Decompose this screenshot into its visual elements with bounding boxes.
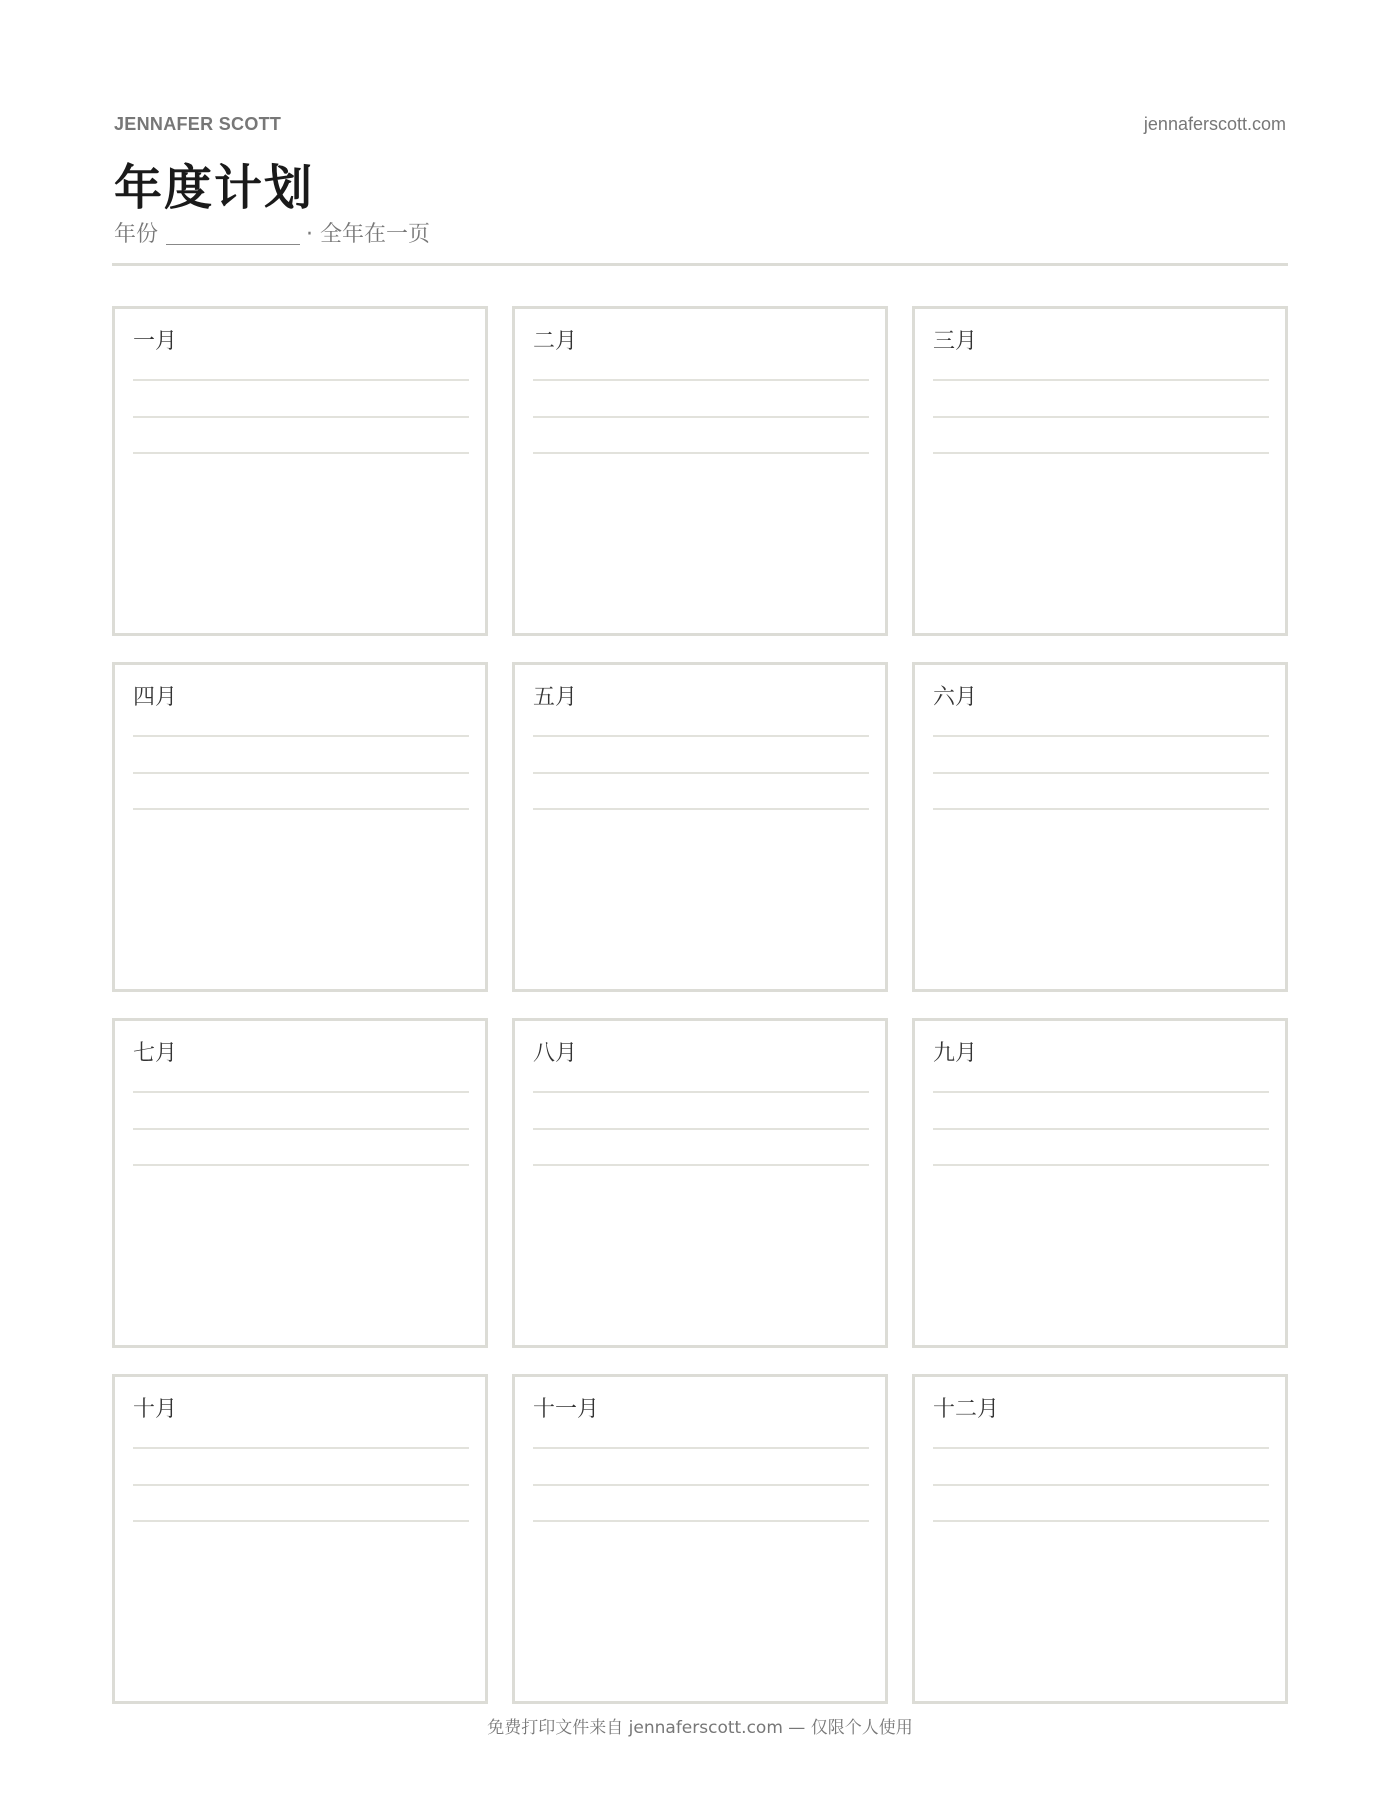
writing-line — [133, 1484, 469, 1486]
month-grid — [112, 306, 1290, 1704]
writing-line — [933, 1164, 1269, 1166]
tagline: · 全年在一页 — [306, 222, 431, 247]
month-card-december[interactable] — [912, 1374, 1288, 1704]
year-blank-field[interactable] — [166, 224, 300, 245]
month-label: 二月 — [533, 329, 578, 354]
writing-line — [933, 808, 1269, 810]
month-card-november[interactable] — [512, 1374, 888, 1704]
month-card-april[interactable] — [112, 662, 488, 992]
writing-line — [533, 1091, 869, 1093]
month-label: 三月 — [933, 329, 978, 354]
writing-line — [933, 379, 1269, 381]
writing-line — [133, 808, 469, 810]
writing-line — [133, 772, 469, 774]
writing-line — [533, 808, 869, 810]
month-label: 十二月 — [933, 1397, 1000, 1422]
footer-note: 免费打印文件来自 jennaferscott.com — 仅限个人使用 — [487, 1718, 913, 1738]
month-label: 七月 — [133, 1041, 178, 1066]
header-divider — [112, 263, 1288, 266]
month-label: 五月 — [533, 685, 578, 710]
month-card-june[interactable] — [912, 662, 1288, 992]
month-card-february[interactable] — [512, 306, 888, 636]
subtitle — [114, 220, 430, 250]
writing-line — [933, 1484, 1269, 1486]
month-label: 八月 — [533, 1041, 578, 1066]
writing-line — [533, 1484, 869, 1486]
writing-line — [533, 772, 869, 774]
writing-line — [533, 1520, 869, 1522]
writing-line — [933, 1091, 1269, 1093]
writing-line — [933, 416, 1269, 418]
writing-line — [133, 1091, 469, 1093]
writing-line — [533, 1164, 869, 1166]
writing-line — [133, 1164, 469, 1166]
writing-line — [133, 735, 469, 737]
writing-line — [533, 735, 869, 737]
page-title: 年度计划 — [114, 160, 315, 216]
writing-line — [533, 416, 869, 418]
year-label: 年份 — [114, 222, 159, 247]
writing-line — [533, 379, 869, 381]
writing-line — [533, 452, 869, 454]
writing-line — [933, 1128, 1269, 1130]
writing-line — [133, 1128, 469, 1130]
month-label: 四月 — [133, 685, 178, 710]
writing-line — [933, 452, 1269, 454]
writing-line — [133, 452, 469, 454]
month-card-march[interactable] — [912, 306, 1288, 636]
month-label: 六月 — [933, 685, 978, 710]
month-label: 十一月 — [533, 1397, 600, 1422]
writing-line — [133, 1447, 469, 1449]
month-card-september[interactable] — [912, 1018, 1288, 1348]
writing-line — [933, 1447, 1269, 1449]
writing-line — [933, 1520, 1269, 1522]
writing-line — [133, 379, 469, 381]
site-url: jennaferscott.com — [1143, 114, 1286, 134]
month-card-may[interactable] — [512, 662, 888, 992]
writing-line — [933, 772, 1269, 774]
month-card-october[interactable] — [112, 1374, 488, 1704]
writing-line — [133, 1520, 469, 1522]
writing-line — [533, 1128, 869, 1130]
writing-line — [533, 1447, 869, 1449]
month-label: 九月 — [933, 1041, 978, 1066]
month-card-august[interactable] — [512, 1018, 888, 1348]
month-label: 十月 — [133, 1397, 178, 1422]
writing-line — [933, 735, 1269, 737]
brand-name: JENNAFER SCOTT — [114, 114, 282, 134]
month-card-january[interactable] — [112, 306, 488, 636]
month-card-july[interactable] — [112, 1018, 488, 1348]
writing-line — [133, 416, 469, 418]
month-label: 一月 — [133, 329, 178, 354]
